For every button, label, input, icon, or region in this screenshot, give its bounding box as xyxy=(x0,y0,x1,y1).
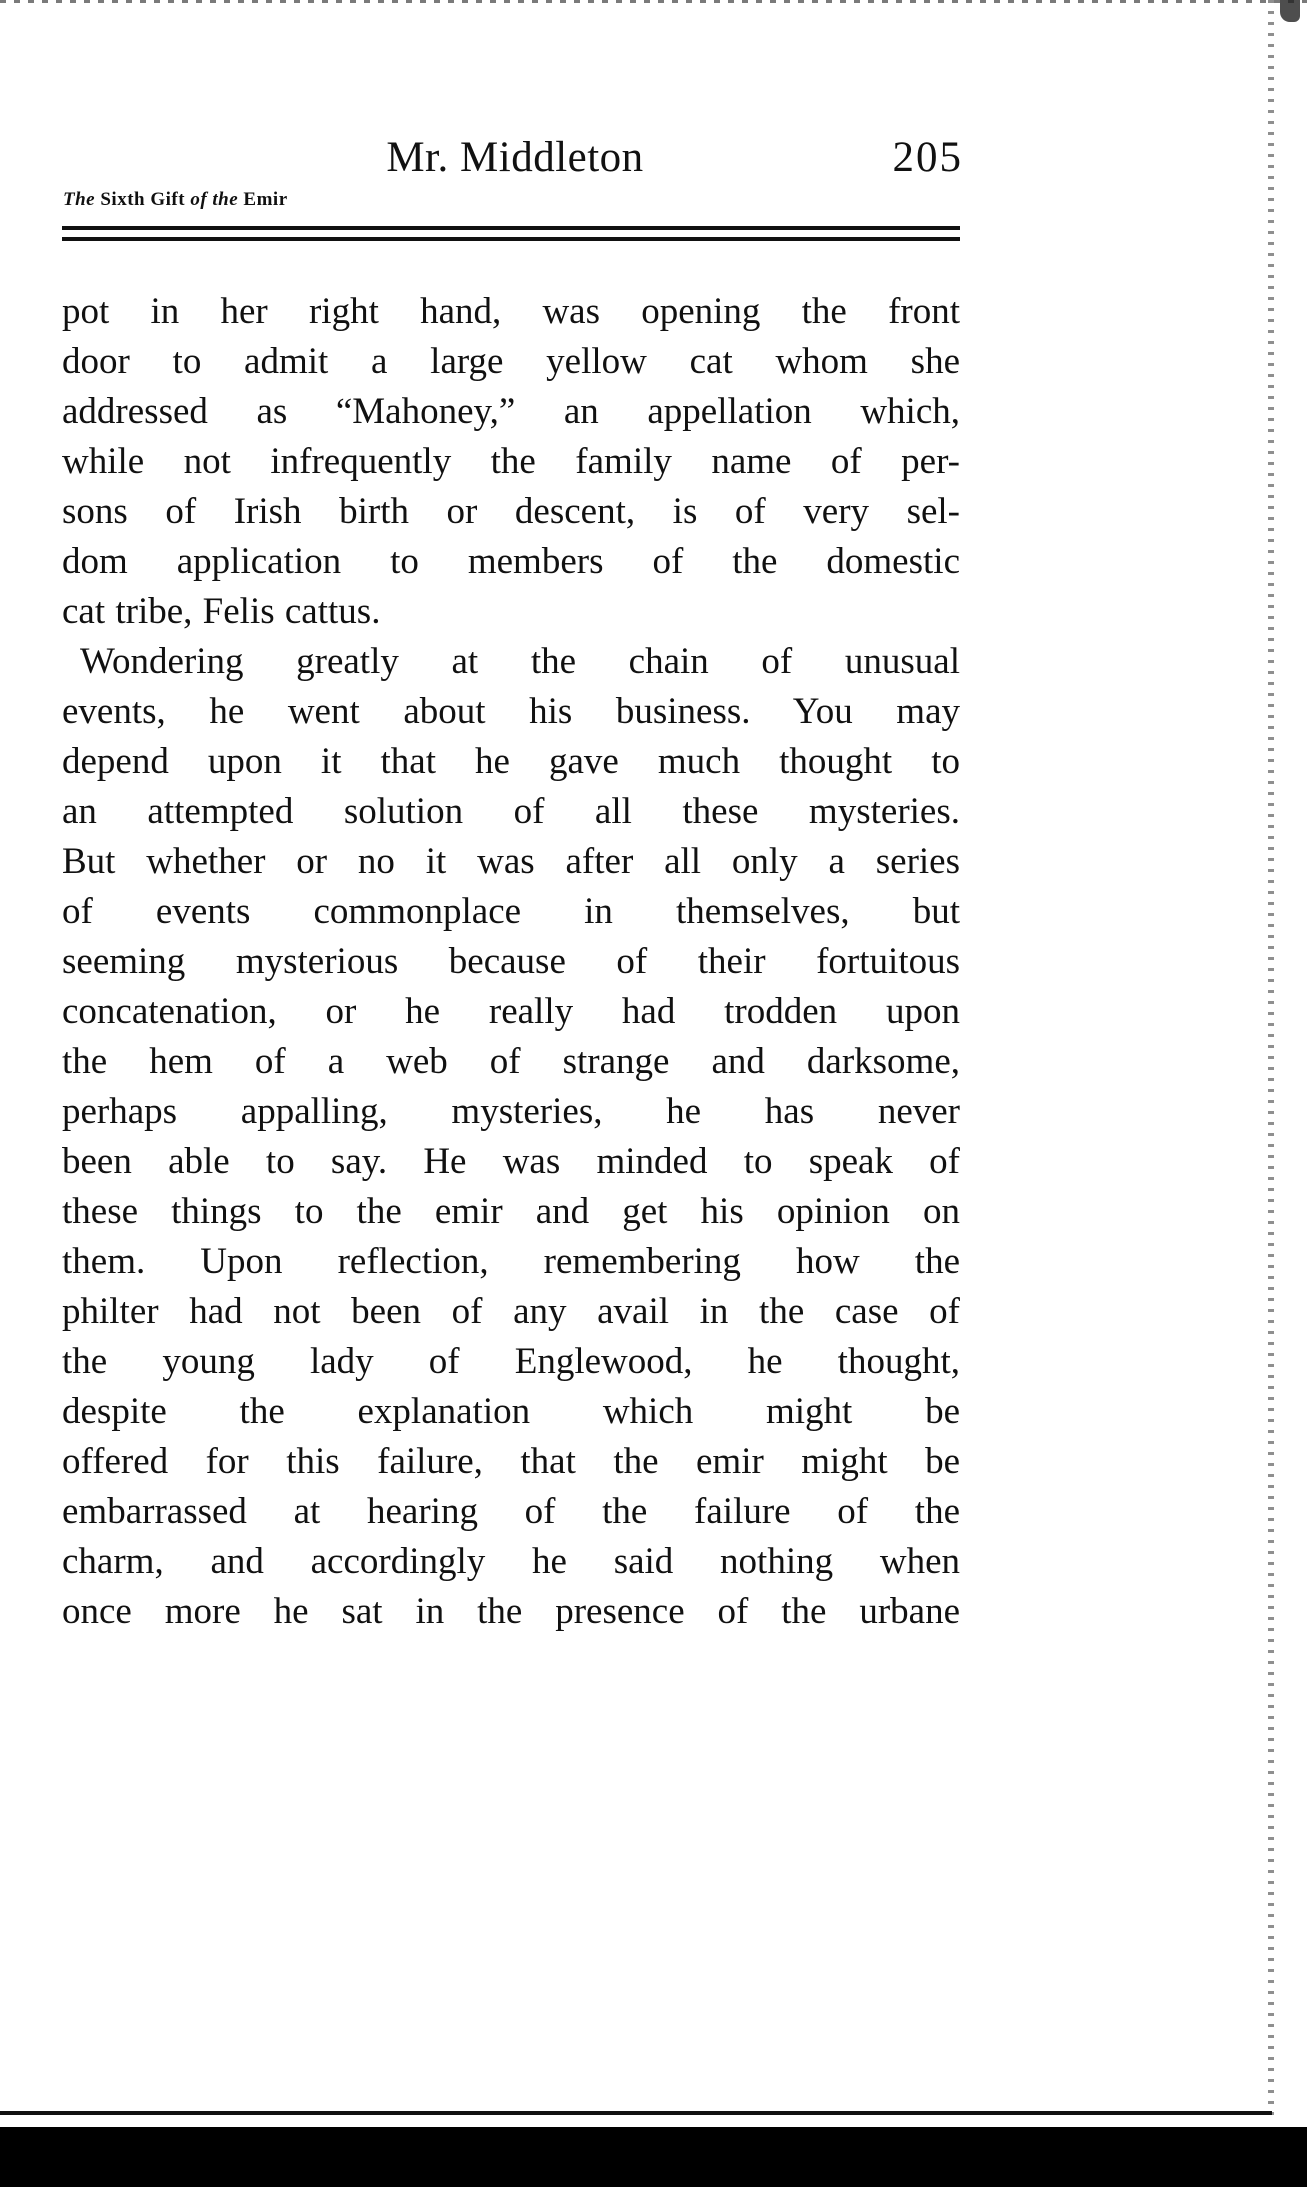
text-line: these things to the emir and get his opinion on xyxy=(62,1191,960,1232)
text-line: the hem of a web of strange and darksome, xyxy=(62,1041,960,1082)
text-line: events, he went about his business. You may xyxy=(62,691,960,732)
scan-corner-smudge xyxy=(1280,0,1300,22)
text-line: concatenation, or he really had trodden upon xyxy=(62,991,960,1032)
page-number: 205 xyxy=(892,134,963,181)
text-line: philter had not been of any avail in the case of xyxy=(62,1291,960,1332)
section-heading-part: of the xyxy=(190,189,239,210)
section-heading-part: Emir xyxy=(243,189,288,210)
text-line: of events commonplace in themselves, but xyxy=(62,891,960,932)
text-line: sons of Irish birth or descent, is of very sel- xyxy=(62,491,960,532)
scan-page-edge xyxy=(1268,0,1274,2120)
body-text xyxy=(62,287,960,1637)
running-title: Mr. Middleton xyxy=(386,134,644,181)
text-line: the young lady of Englewood, he thought, xyxy=(62,1341,960,1382)
text-line: cat tribe, Felis cattus. xyxy=(62,591,381,632)
header-rule-bottom xyxy=(62,237,960,241)
section-heading xyxy=(63,188,288,212)
scan-bottom-edge-line xyxy=(0,2111,1272,2115)
text-line: embarrassed at hearing of the failure of the xyxy=(62,1491,960,1532)
text-line: them. Upon reflection, remembering how the xyxy=(62,1241,960,1282)
text-line: charm, and accordingly he said nothing when xyxy=(62,1541,960,1582)
text-line: an attempted solution of all these mysteries. xyxy=(62,791,960,832)
section-heading-part: Sixth Gift xyxy=(100,189,186,210)
text-line: Wondering greatly at the chain of unusual xyxy=(80,641,960,682)
text-line: dom application to members of the domestic xyxy=(62,541,960,582)
scan-top-edge xyxy=(0,0,1307,3)
text-line: addressed as “Mahoney,” an appellation which, xyxy=(62,391,960,432)
text-line: depend upon it that he gave much thought to xyxy=(62,741,960,782)
text-line: offered for this failure, that the emir might be xyxy=(62,1441,960,1482)
text-line: door to admit a large yellow cat whom she xyxy=(62,341,960,382)
scan-bottom-shadow xyxy=(0,2127,1307,2187)
section-heading-part: The xyxy=(63,189,96,210)
text-line: while not infrequently the family name of per- xyxy=(62,441,960,482)
text-line: But whether or no it was after all only a series xyxy=(62,841,960,882)
text-line: seeming mysterious because of their fortuitous xyxy=(62,941,960,982)
text-line: once more he sat in the presence of the urbane xyxy=(62,1591,960,1632)
text-line: despite the explanation which might be xyxy=(62,1391,960,1432)
header-rule-top xyxy=(62,226,960,230)
text-line: perhaps appalling, mysteries, he has never xyxy=(62,1091,960,1132)
text-line: pot in her right hand, was opening the front xyxy=(62,291,960,332)
text-line: been able to say. He was minded to speak of xyxy=(62,1141,960,1182)
